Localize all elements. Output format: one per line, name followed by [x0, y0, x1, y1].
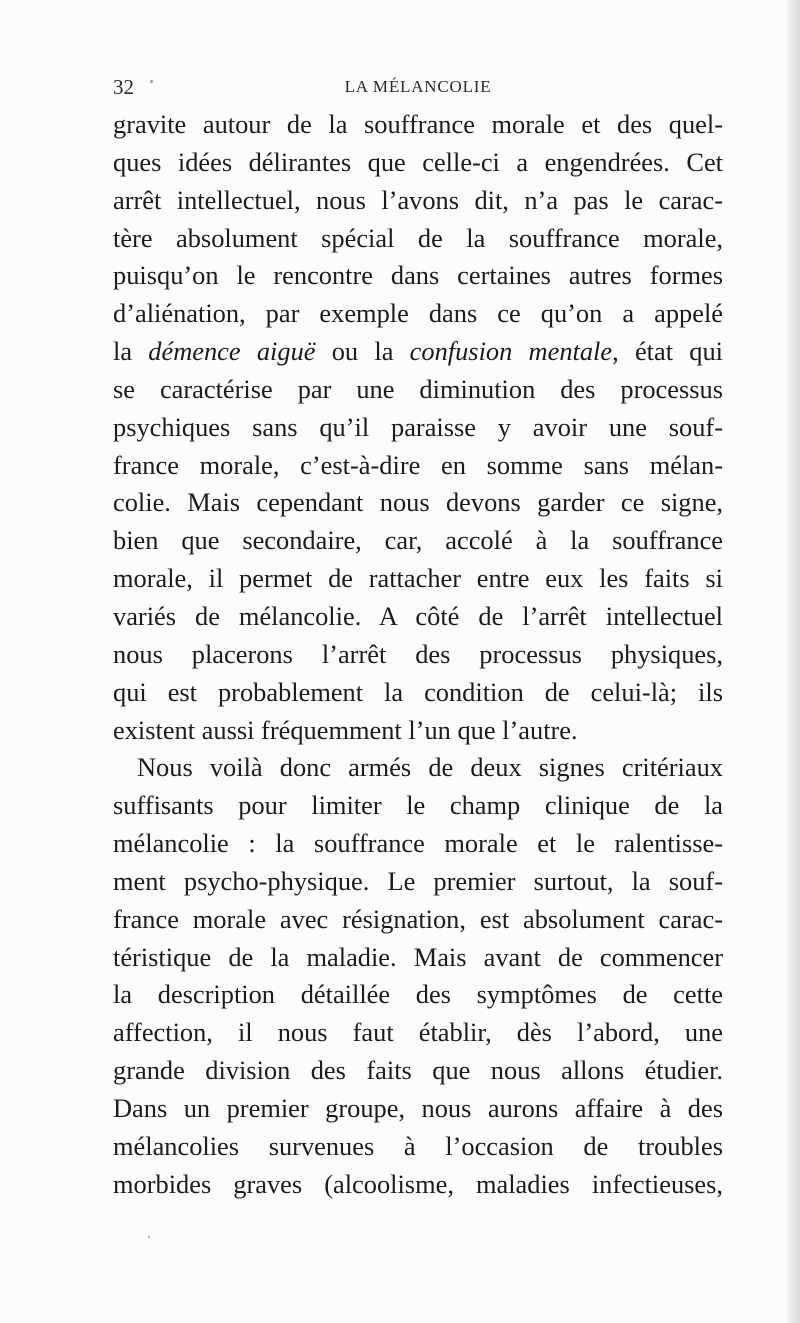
text-line: téristique de la maladie. Mais avant de commencer: [113, 941, 723, 972]
text-line: ques idées délirantes que celle-ci a engendrées. Cet: [113, 146, 723, 177]
text-line: affection, il nous faut établir, dès l’abord, une: [113, 1017, 723, 1048]
text-line: ment psycho-physique. Le premier surtout, la souf-: [113, 865, 723, 896]
text-line: nous placerons l’arrêt des processus physiques,: [113, 638, 723, 669]
text-line: morbides graves (alcoolisme, maladies infectieuses,: [113, 1168, 723, 1199]
text-line: arrêt intellectuel, nous l’avons dit, n’a pas le carac-: [113, 184, 723, 215]
text-segment: , état qui: [612, 336, 723, 367]
text-line: bien que secondaire, car, accolé à la souffrance: [113, 525, 723, 556]
text-segment: la: [113, 336, 149, 367]
text-line: Dans un premier groupe, nous aurons affaire à des: [113, 1092, 723, 1123]
running-title: LA MÉLANCOLIE: [344, 77, 492, 96]
text-line: variés de mélancolie. A côté de l’arrêt intellectuel: [113, 600, 723, 631]
text-line: qui est probablement la condition de celui-là; ils: [113, 676, 723, 707]
text-line: morale, il permet de rattacher entre eux les faits si: [113, 563, 723, 594]
text-line: tère absolument spécial de la souffrance morale,: [113, 222, 723, 253]
running-header: [113, 74, 723, 100]
text-line: gravite autour de la souffrance morale et des quel-: [113, 109, 723, 139]
text-segment: ou la: [315, 336, 410, 367]
page-number: 32: [113, 75, 134, 99]
paragraph-start-line: Nous voilà donc armés de deux signes critériaux: [137, 752, 723, 783]
text-line: france morale avec résignation, est absolument carac-: [113, 903, 723, 934]
paragraph-end-line: existent aussi fréquemment l’un que l’autre.: [113, 714, 578, 745]
emphasis-demence-aigue: démence aiguë: [148, 336, 316, 367]
text-line: colie. Mais cependant nous devons garder ce signe,: [113, 487, 723, 518]
text-line: mélancolie : la souffrance morale et le ralentisse-: [113, 828, 723, 859]
text-line: puisqu’on le rencontre dans certaines autres formes: [113, 260, 723, 291]
emphasis-confusion-mentale: confusion mentale: [409, 336, 613, 367]
text-line: se caractérise par une diminution des processus: [113, 373, 723, 404]
text-line: la description détaillée des symptômes de cette: [113, 979, 723, 1010]
text-line: grande division des faits que nous allons étudier.: [113, 1055, 723, 1086]
text-line-with-emphasis: [113, 333, 723, 371]
text-line: d’aliénation, par exemple dans ce qu’on a appelé: [113, 298, 723, 329]
text-line: psychiques sans qu’il paraisse y avoir une souf-: [113, 411, 723, 442]
text-line: france morale, c’est-à-dire en somme sans mélan-: [113, 449, 723, 480]
body-text: [113, 106, 723, 1203]
paper-speck: [148, 1236, 150, 1238]
page-edge-shadow: [786, 0, 800, 1323]
text-line: suffisants pour limiter le champ clinique de la: [113, 790, 723, 821]
text-line: mélancolies survenues à l’occasion de troubles: [113, 1130, 723, 1161]
